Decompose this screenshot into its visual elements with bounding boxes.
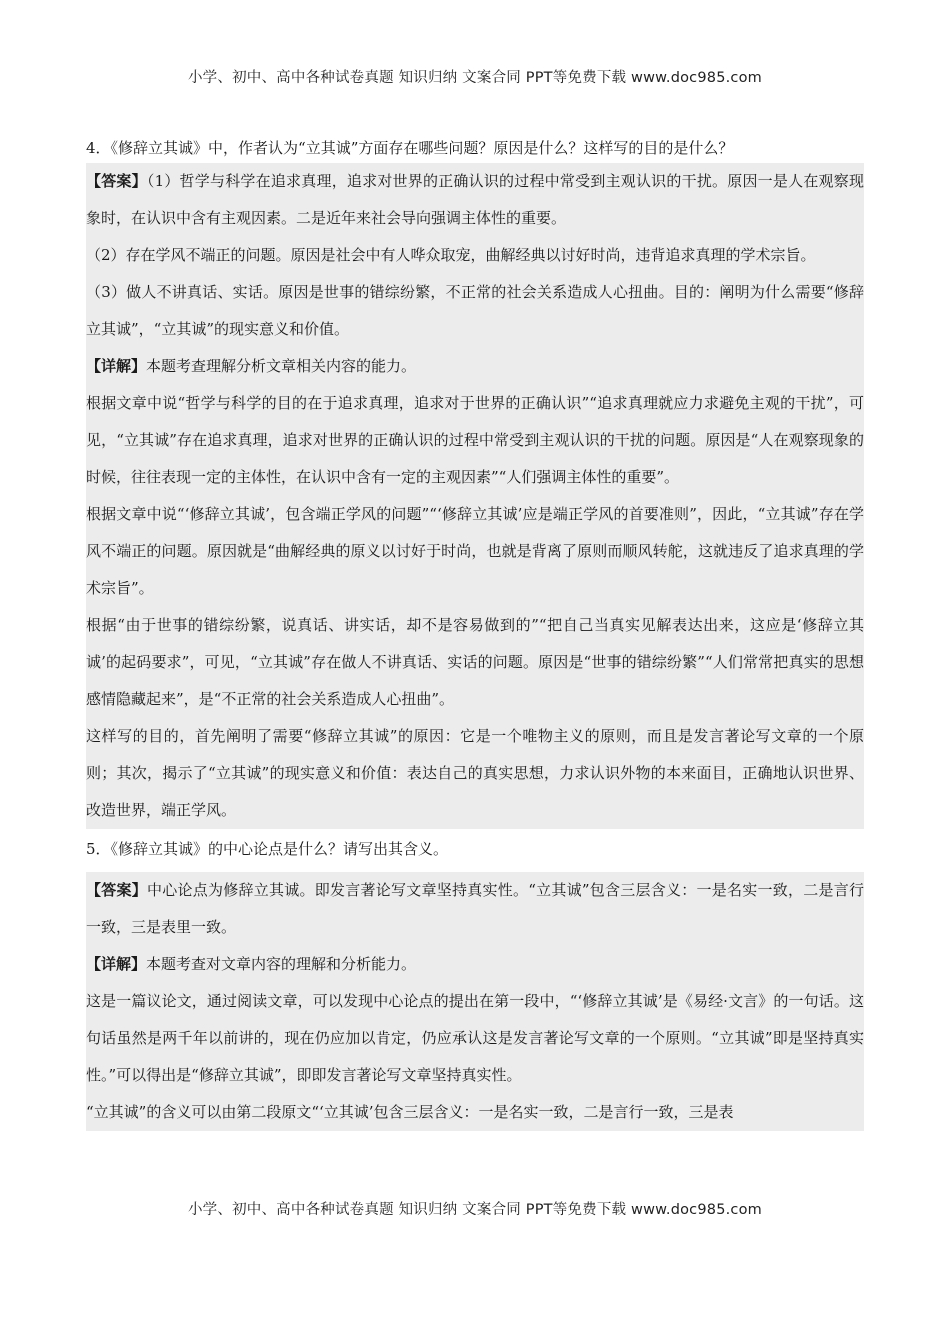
detail-paragraph-1: 根据文章中说“哲学与科学的目的在于追求真理，追求对于世界的正确认识”“追求真理就应力求避免主观的干扰”，可见，“立其诚”存在追求真理，追求对世界的正确认识的过程中常受到主观认识的干扰的问题。原因是“人在观察现象的时候，往往表现一定的主体性，在认识中含有一定的主观因素”“人们强调主体性的重要”。 [86,394,864,486]
page-header: 小学、初中、高中各种试卷真题 知识归纳 文案合同 PPT等免费下载 www.doc985.com [187,70,763,86]
page-footer: 小学、初中、高中各种试卷真题 知识归纳 文案合同 PPT等免费下载 www.doc985.com [187,1202,763,1218]
answer-tag: 【答案】 [86,172,147,190]
question-4: 4．《修辞立其诚》中，作者认为“立其诚”方面存在哪些问题？原因是什么？这样写的目的是什么？ [86,139,734,157]
question-5: 5．《修辞立其诚》的中心论点是什么？请写出其含义。 [86,840,449,858]
detail-tag: 【详解】 [86,357,147,375]
detail-paragraph-2: 根据文章中说“‘修辞立其诚’，包含端正学风的问题”“‘修辞立其诚’应是端正学风的首要准则”，因此，“立其诚”存在学风不端正的问题。原因就是“曲解经典的原义以讨好于时尚，也就是背离了原则而顺风转舵，这就违反了追求真理的学术宗旨”。 [86,505,864,597]
answer-paragraph [86,872,864,946]
detail-intro [86,946,864,983]
detail-intro-text: 本题考查对文章内容的理解和分析能力。 [146,955,417,973]
detail-intro-text: 本题考查理解分析文章相关内容的能力。 [146,357,417,375]
detail-intro [86,348,864,385]
answer-paragraph-3: （3）做人不讲真话、实话。原因是世事的错综纷繁，不正常的社会关系造成人心扭曲。目的：阐明为什么需要“修辞立其诚”，“立其诚”的现实意义和价值。 [86,283,864,338]
page-content [86,134,864,1131]
question-5-solution [86,872,864,1131]
answer-text: （1）哲学与科学在追求真理，追求对世界的正确认识的过程中常受到主观认识的干扰。原因一是人在观察现象时，在认识中含有主观因素。二是近年来社会导向强调主体性的重要。 [86,172,864,227]
answer-paragraph-1 [86,163,864,237]
answer-paragraph-2: （2）存在学风不端正的问题。原因是社会中有人哗众取宠，曲解经典以讨好时尚，违背追求真理的学术宗旨。 [86,246,816,264]
question-4-solution [86,163,864,829]
detail-paragraph-3: 根据“由于世事的错综纷繁，说真话、讲实话，却不是容易做到的”“把自己当真实见解表达出来，这应是‘修辞立其诚’的起码要求”，可见，“立其诚”存在做人不讲真话、实话的问题。原因是“世事的错综纷繁”“人们常常把真实的思想感情隐藏起来”，是“不正常的社会关系造成人心扭曲”。 [86,616,864,708]
detail-paragraph-1: 这是一篇议论文，通过阅读文章，可以发现中心论点的提出在第一段中，“‘修辞立其诚’是《易经·文言》的一句话。这句话虽然是两千年以前讲的，现在仍应加以肯定，仍应承认这是发言著论写文章的一个原则。“立其诚”即是坚持真实性。”可以得出是“修辞立其诚”，即即发言著论写文章坚持真实性。 [86,992,864,1084]
detail-paragraph-4: 这样写的目的，首先阐明了需要“修辞立其诚”的原因：它是一个唯物主义的原则，而且是发言著论写文章的一个原则；其次，揭示了“立其诚”的现实意义和价值：表达自己的真实思想，力求认识外物的本来面目，正确地认识世界、改造世界，端正学风。 [86,727,864,819]
answer-text: 中心论点为修辞立其诚。即发言著论写文章坚持真实性。“立其诚”包含三层含义：一是名实一致，二是言行一致，三是表里一致。 [86,881,864,936]
detail-paragraph-2: “立其诚”的含义可以由第二段原文“‘立其诚’包含三层含义：一是名实一致，二是言行一致，三是表 [86,1103,734,1121]
detail-tag: 【详解】 [86,955,147,973]
answer-tag: 【答案】 [86,881,147,899]
